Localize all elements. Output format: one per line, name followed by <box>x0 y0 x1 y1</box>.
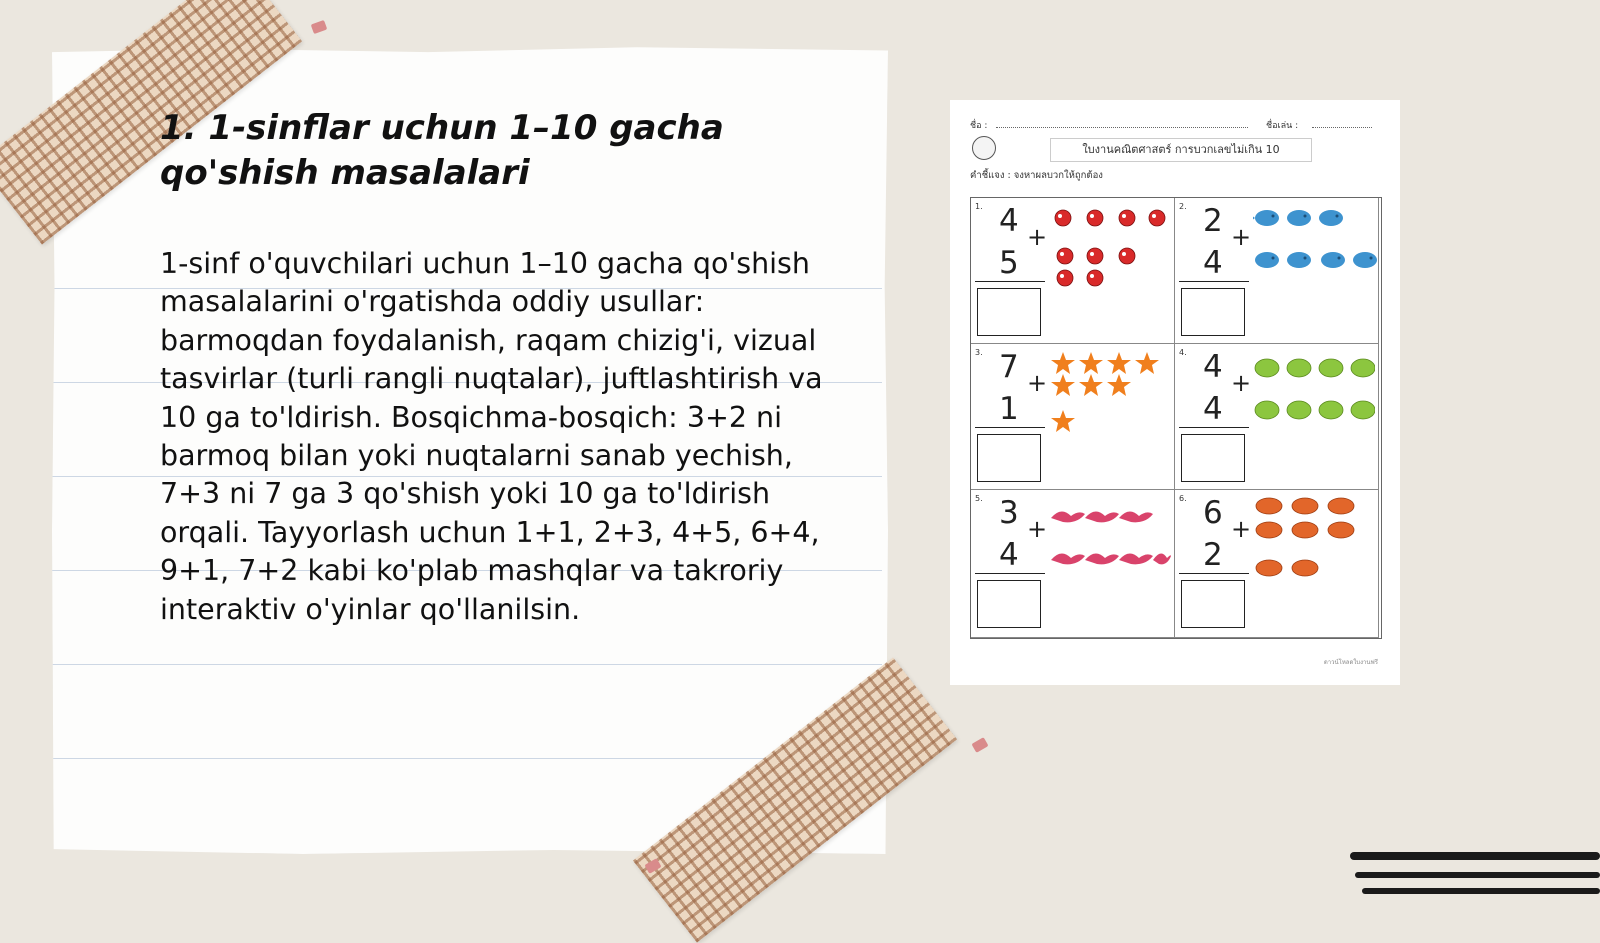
problem-bottom-number: 4 <box>999 537 1019 573</box>
plus-sign: + <box>1231 515 1252 543</box>
answer-box <box>1181 434 1245 482</box>
problem-bottom-number: 5 <box>999 245 1019 281</box>
problem-number: 1. <box>975 202 983 211</box>
problem-top-number: 2 <box>1203 203 1223 239</box>
plus-sign: + <box>1027 369 1048 397</box>
turtle-icon <box>1253 350 1375 440</box>
problem-card <box>971 198 1175 344</box>
brush-stroke <box>1350 852 1600 860</box>
tape-tip <box>311 20 328 34</box>
plus-sign: + <box>1027 223 1048 251</box>
problem-card <box>1175 198 1379 344</box>
problem-number: 2. <box>1179 202 1187 211</box>
plus-sign: + <box>1231 369 1252 397</box>
problem-bottom-number: 4 <box>1203 245 1223 281</box>
slide-title: 1. 1-sinflar uchun 1–10 gacha qo'shish masalalari <box>160 108 724 193</box>
equals-line <box>1179 281 1249 282</box>
problem-number: 6. <box>1179 494 1187 503</box>
tape-tip <box>971 737 988 753</box>
answer-box <box>977 288 1041 336</box>
crab-icon <box>1253 496 1375 586</box>
equals-line <box>975 281 1045 282</box>
equals-line <box>975 427 1045 428</box>
problem-top-number: 6 <box>1203 495 1223 531</box>
fish-icon <box>1253 204 1379 294</box>
problem-grid <box>970 197 1382 639</box>
answer-box <box>1181 288 1245 336</box>
problem-bottom-number: 2 <box>1203 537 1223 573</box>
worksheet-name-label: ชื่อ : <box>970 121 988 131</box>
ruled-line <box>52 758 882 759</box>
problem-number: 3. <box>975 348 983 357</box>
equals-line <box>1179 427 1249 428</box>
brush-stroke <box>1362 888 1600 894</box>
worksheet-credit: ดาวน์โหลดใบงานฟรี <box>1323 659 1378 666</box>
worksheet-logo-icon <box>972 136 996 160</box>
star-icon <box>1049 350 1171 440</box>
problem-top-number: 4 <box>1203 349 1223 385</box>
worksheet-image <box>950 100 1400 685</box>
answer-box <box>977 580 1041 628</box>
plus-sign: + <box>1027 515 1048 543</box>
ruled-line <box>52 664 882 665</box>
answer-box <box>977 434 1041 482</box>
problem-bottom-number: 4 <box>1203 391 1223 427</box>
name-blank-line <box>996 127 1248 128</box>
problem-card <box>971 490 1175 638</box>
plus-sign: + <box>1231 223 1252 251</box>
slide-body-text: 1-sinf o'quvchilari uchun 1–10 gacha qo'shish masalalarini o'rgatishda oddiy usullar: barmoqdan foydalanish, raqam chizig'i, vizual tasvirlar (turli rangli nuqtalar), juftlashtirish va 10 ga to'ldirish. Bosqichma-bosqich: 3+2 ni barmoq bilan yoki nuqtalarni sanab yechish, 7+3 ni 7 ga 3 qo'shish yoki 10 ga to'ldirish orqali. Tayyorlash uchun 1+1, 2+3, 4+5, 6+4, 9+1, 7+2 kabi ko'plab mashqlar va takroriy interaktiv o'yinlar qo'llanilsin. <box>160 247 823 626</box>
brush-stroke <box>1355 872 1600 878</box>
problem-bottom-number: 1 <box>999 391 1019 427</box>
worksheet-nickname-label: ชื่อเล่น : <box>1266 121 1299 131</box>
answer-box <box>1181 580 1245 628</box>
problem-top-number: 3 <box>999 495 1019 531</box>
problem-number: 4. <box>1179 348 1187 357</box>
problem-card <box>1175 490 1379 638</box>
worksheet-title: ใบงานคณิตศาสตร์ การบวกเลขไม่เกิน 10 <box>1050 138 1312 162</box>
problem-card <box>971 344 1175 490</box>
worksheet-instruction: คำชี้แจง : จงหาผลบวกให้ถูกต้อง <box>970 170 1103 181</box>
problem-card <box>1175 344 1379 490</box>
equals-line <box>1179 573 1249 574</box>
problem-top-number: 7 <box>999 349 1019 385</box>
problem-top-number: 4 <box>999 203 1019 239</box>
nickname-blank-line <box>1312 127 1372 128</box>
equals-line <box>975 573 1045 574</box>
ladybug-icon <box>1049 204 1171 294</box>
bird-icon <box>1049 496 1171 586</box>
problem-number: 5. <box>975 494 983 503</box>
